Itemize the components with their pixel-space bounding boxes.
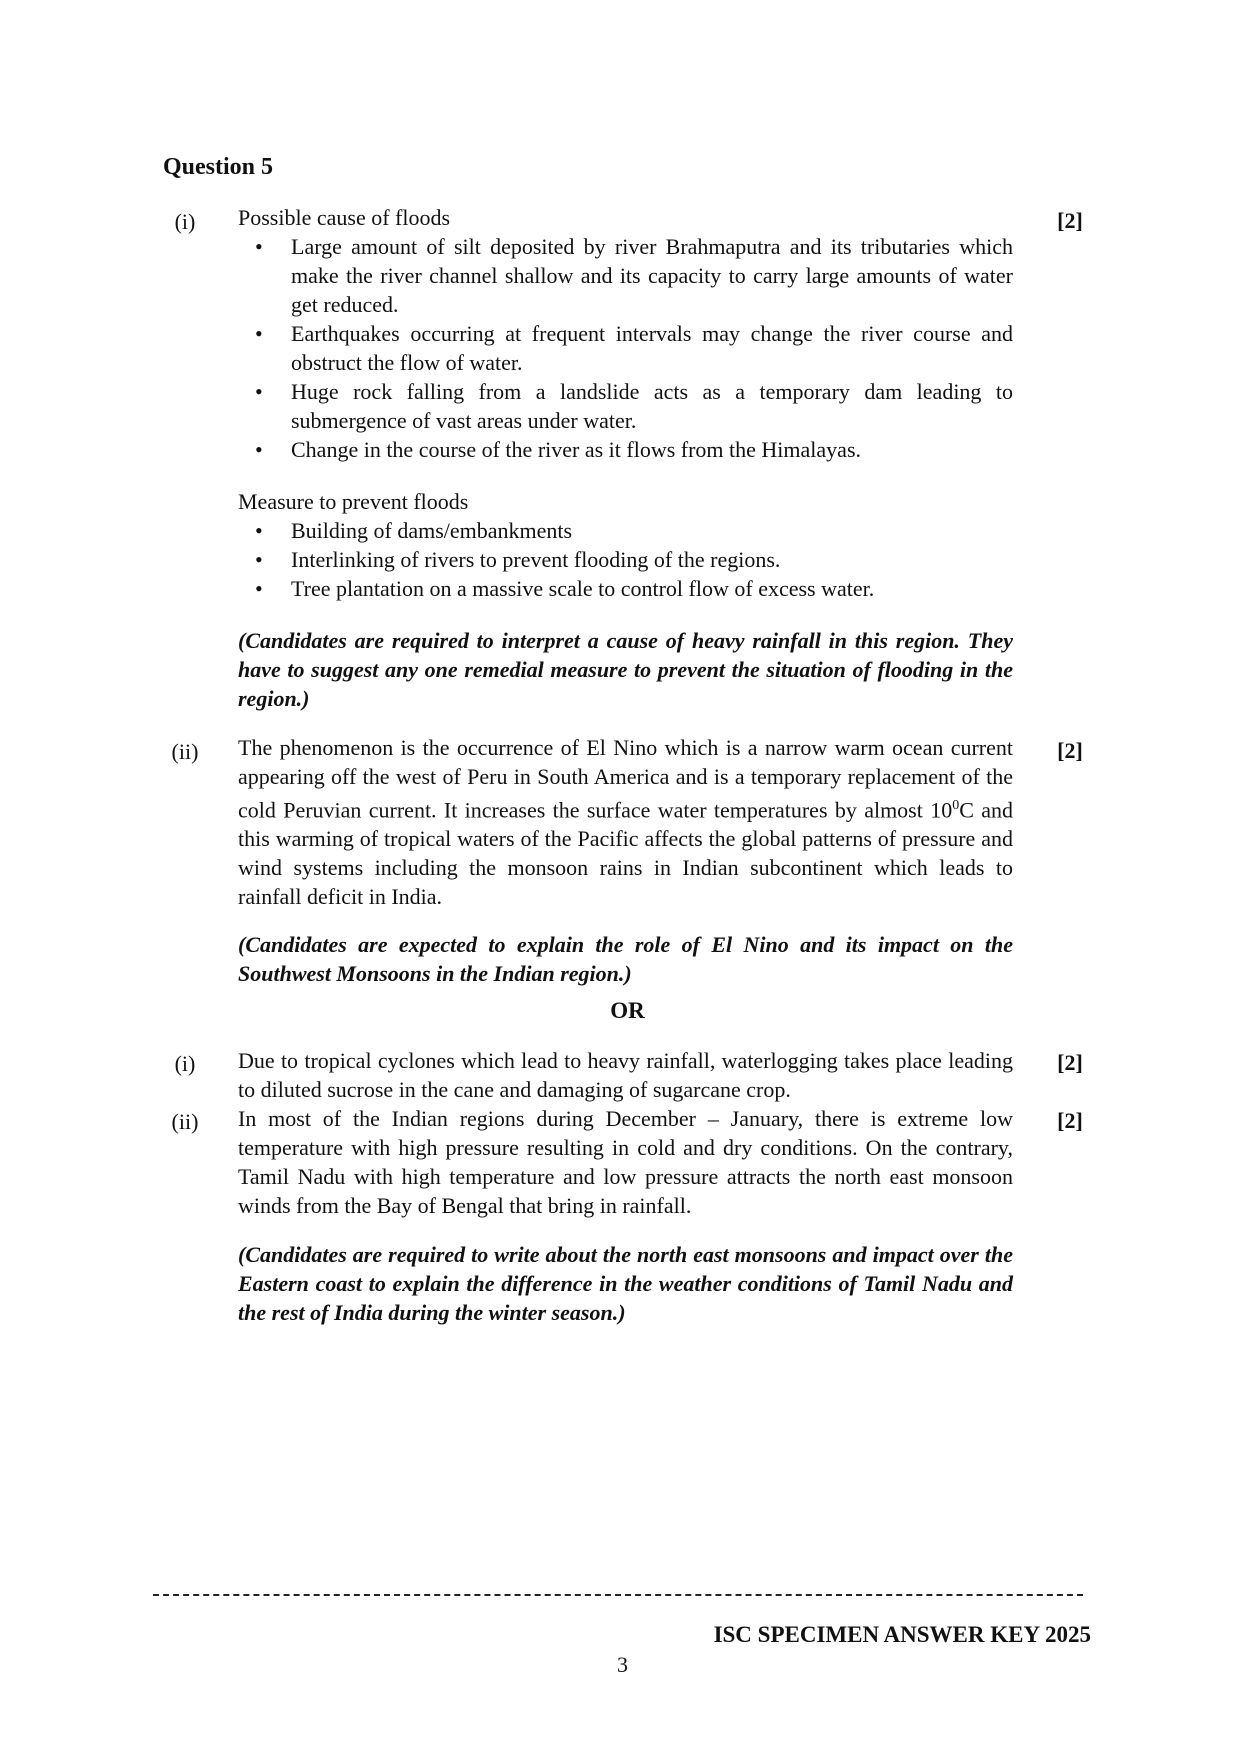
part-a-i-number: (i) [174, 209, 196, 234]
part-b-ii-number: (ii) [171, 1109, 199, 1134]
part-b-i-answer: Due to tropical cyclones which lead to heavy rainfall, waterlogging takes place leading to diluted sucrose in the cane and damaging of sugarcane crop. [238, 1048, 1013, 1102]
part-a-i-marks: [2] [1057, 208, 1083, 233]
list-item: • Change in the course of the river as it flows from the Himalayas. [255, 437, 862, 462]
list-item: • Building of dams/embankments [255, 518, 573, 543]
el-nino-answer: The phenomenon is the occurrence of El Nino which is a narrow warm ocean current appearing off the west of Peru in South America and is a temporary replacement of the cold Peruvian current. It increases the surface water temperatures by almost $10^0C$ and this warming of tropical waters of the Pacific affects the global patterns of pressure and wind systems including the monsoon rains in Indian subcontinent which leads to rainfall deficit in India. [238, 735, 1013, 910]
list-item: • Large amount of silt deposited by river Brahmaputra and its tributaries which make the river channel shallow and its capacity to carry large amounts of water get reduced. [255, 234, 1013, 317]
examiner-note: (Candidates are required to interpret a cause of heavy rainfall in this region. They have to suggest any one remedial measure to prevent the situation of flooding in the region.) [238, 628, 1013, 711]
list-item: • Huge rock falling from a landslide acts as a temporary dam leading to submergence of vast areas under water. [255, 379, 1013, 433]
part-a-ii-number: (ii) [171, 739, 199, 764]
part-b-i-marks: [2] [1057, 1050, 1083, 1075]
bullet-icon: • [255, 518, 263, 543]
flood-cause-list [238, 232, 1013, 464]
list-item: • Earthquakes occurring at frequent intervals may change the river course and obstruct the flow of water. [255, 321, 1013, 375]
flood-measure-heading: Measure to prevent floods [238, 489, 469, 514]
list-item: • Tree plantation on a massive scale to control flow of excess water. [255, 576, 875, 601]
part-b-ii-marks: [2] [1057, 1108, 1083, 1133]
part-a-ii-marks: [2] [1057, 738, 1083, 763]
flood-measure-list [238, 516, 1013, 603]
bullet-icon: • [255, 547, 263, 572]
footer-title: ISC SPECIMEN ANSWER KEY 2025 [713, 1622, 1091, 1647]
part-a-i-answer [238, 203, 1013, 713]
page-number: 3 [617, 1652, 628, 1677]
question-title: Question 5 [163, 154, 274, 180]
list-item: • Interlinking of rivers to prevent flooding of the regions. [255, 547, 781, 572]
bullet-icon: • [255, 379, 263, 404]
footer-divider [153, 1594, 1083, 1596]
examiner-note: (Candidates are expected to explain the role of El Nino and its impact on the Southwest Monsoons in the Indian region.) [238, 932, 1013, 987]
bullet-icon: • [255, 321, 263, 346]
or-separator: OR [610, 998, 645, 1023]
part-b-ii-answer: In most of the Indian regions during December – January, there is extreme low temperature with high pressure resulting in cold and dry conditions. On the contrary, Tamil Nadu with high temperature and low pressure attracts the north east monsoon winds from the Bay of Bengal that bring in rainfall. (Candidates are required to write about the north east monsoons and impact over the Eastern coast to explain the difference in the weather conditions of Tamil Nadu and the rest of India during the winter season.) [238, 1106, 1013, 1325]
bullet-icon: • [255, 234, 263, 259]
part-a-ii-answer [238, 733, 1013, 988]
bullet-icon: • [255, 576, 263, 601]
flood-cause-heading: Possible cause of floods [238, 205, 451, 230]
bullet-icon: • [255, 437, 263, 462]
examiner-note: (Candidates are required to write about the north east monsoons and impact over the Eastern coast to explain the difference in the weather conditions of Tamil Nadu and the rest of India during the winter season.) [238, 1242, 1013, 1325]
part-b-i-number: (i) [174, 1051, 196, 1076]
